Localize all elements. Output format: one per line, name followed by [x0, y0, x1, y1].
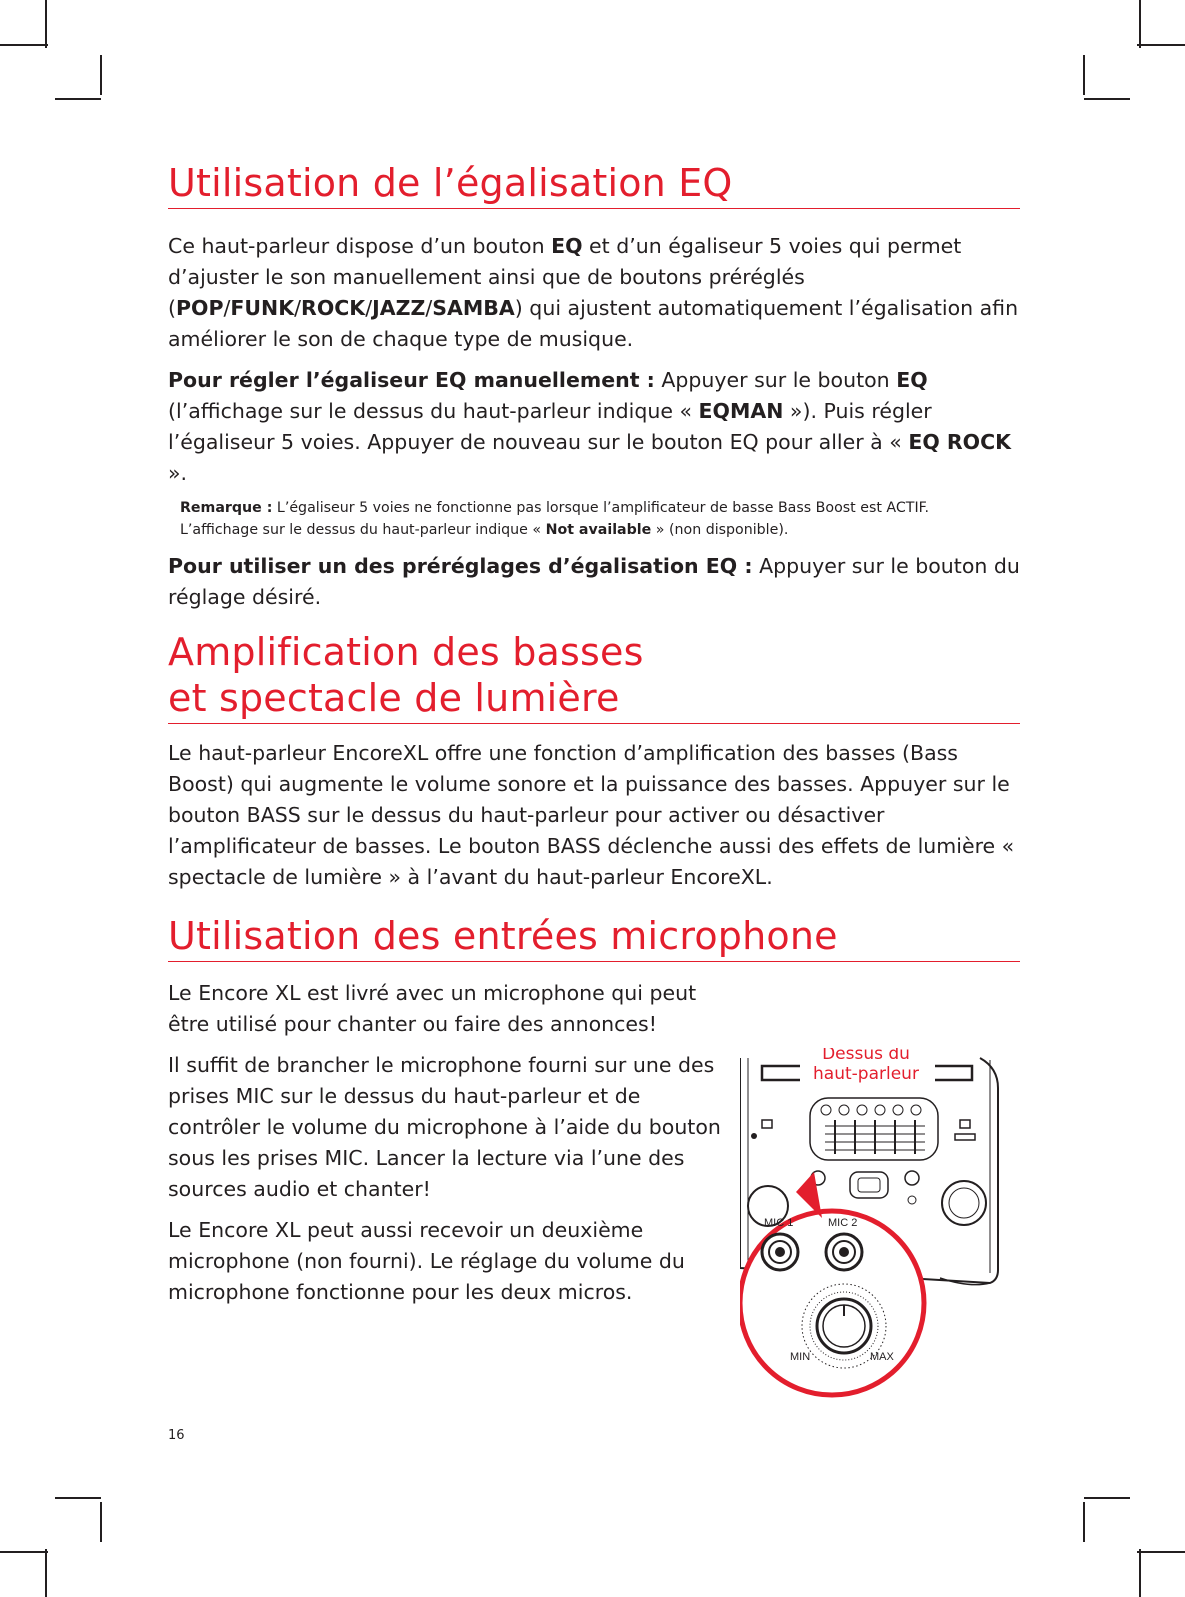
crop-mark	[1083, 1502, 1085, 1542]
mic1-label: MIC 1	[764, 1217, 794, 1229]
crop-mark	[0, 44, 48, 46]
eq-manual-paragraph: Pour régler l’égaliseur EQ manuellement : Appuyer sur le bouton EQ (l’affichage sur le dessus du haut-parleur indique « EQMAN »). Puis régler l’égaliseur 5 voies. Appuyer de nouveau sur le bouton EQ pour aller à « EQ ROCK ».	[168, 368, 1012, 485]
crop-mark	[45, 1549, 47, 1597]
eqman-label: EQMAN	[698, 399, 784, 423]
crop-mark	[1084, 98, 1130, 100]
eqrock-label: EQ ROCK	[908, 430, 1012, 454]
mic-paragraph-2: Il suffit de brancher le microphone fourni sur une des prises MIC sur le dessus du haut-parleur et de contrôler le volume du microphone à l’aide du bouton sous les prises MIC. Lancer la lecture via l’une des sources audio et chanter!	[168, 1053, 721, 1201]
eq-note: Remarque : L’égaliseur 5 voies ne fonctionne pas lorsque l’amplificateur de basse Bass Boost est ACTIF. L’affichage sur le dessus du haut-parleur indique « Not available » (non disponible).	[180, 500, 930, 538]
page-number: 16	[168, 1428, 185, 1443]
mic-text-column	[168, 978, 723, 1308]
preset-funk: FUNK	[230, 296, 295, 320]
speaker-top-illustration	[740, 1048, 1020, 1428]
mic-paragraph-3: Le Encore XL peut aussi recevoir un deuxième microphone (non fourni). Le réglage du volume du microphone fonctionne pour les deux micros.	[168, 1218, 685, 1304]
section-title-bass: Amplification des basses et spectacle de lumière	[168, 629, 1020, 724]
eq-presets-paragraph: Pour utiliser un des préréglages d’égalisation EQ : Appuyer sur le bouton du réglage désiré.	[168, 554, 1020, 609]
note-lead: Remarque :	[180, 500, 273, 516]
crop-mark	[1083, 55, 1085, 95]
crop-mark	[1139, 1549, 1141, 1597]
crop-mark	[100, 55, 102, 95]
crop-mark	[1139, 0, 1141, 48]
eq-presets-lead: Pour utiliser un des préréglages d’égalisation EQ :	[168, 554, 753, 578]
crop-mark	[100, 1502, 102, 1542]
figure-caption-line2: haut-parleur	[813, 1064, 919, 1084]
eq-manual-lead: Pour régler l’égaliseur EQ manuellement :	[168, 368, 655, 392]
crop-mark	[1137, 1551, 1185, 1553]
mic-paragraph-1: Le Encore XL est livré avec un microphone qui peut être utilisé pour chanter ou faire des annonces!	[168, 981, 697, 1036]
section-title-eq: Utilisation de l’égalisation EQ	[168, 160, 1020, 209]
preset-pop: POP	[176, 296, 224, 320]
preset-samba: SAMBA	[432, 296, 515, 320]
section-title-mic: Utilisation des entrées microphone	[168, 913, 1020, 962]
figure-caption-line1: Dessus du	[822, 1048, 910, 1064]
min-label: MIN	[790, 1351, 811, 1363]
crop-mark	[55, 98, 101, 100]
crop-mark	[0, 1551, 48, 1553]
eq-term: EQ	[551, 234, 583, 258]
crop-mark	[1084, 1497, 1130, 1499]
speaker-top-drawing	[740, 1048, 1020, 1428]
preset-jazz: JAZZ	[372, 296, 426, 320]
eq-intro-paragraph: Ce haut-parleur dispose d’un bouton EQ et d’un égaliseur 5 voies qui permet d’ajuster le son manuellement ainsi que de boutons préréglés (POP/FUNK/ROCK/JAZZ/SAMBA) qui ajustent automatiquement l’égalisation afin améliorer le son de chaque type de musique.	[168, 234, 1019, 351]
max-label: MAX	[870, 1351, 894, 1363]
crop-mark	[45, 0, 47, 48]
mic2-label: MIC 2	[828, 1217, 858, 1229]
crop-mark	[55, 1497, 101, 1499]
bass-paragraph: Le haut-parleur EncoreXL offre une fonction d’amplification des basses (Bass Boost) qui augmente le volume sonore et la puissance des basses. Appuyer sur le bouton BASS sur le dessus du haut-parleur pour activer ou désactiver l’amplificateur de basses. Le bouton BASS déclenche aussi des effets de lumière « spectacle de lumière » à l’avant du haut-parleur EncoreXL.	[168, 741, 1015, 889]
crop-mark	[1137, 44, 1185, 46]
preset-rock: ROCK	[301, 296, 366, 320]
not-available-label: Not available	[545, 522, 652, 538]
